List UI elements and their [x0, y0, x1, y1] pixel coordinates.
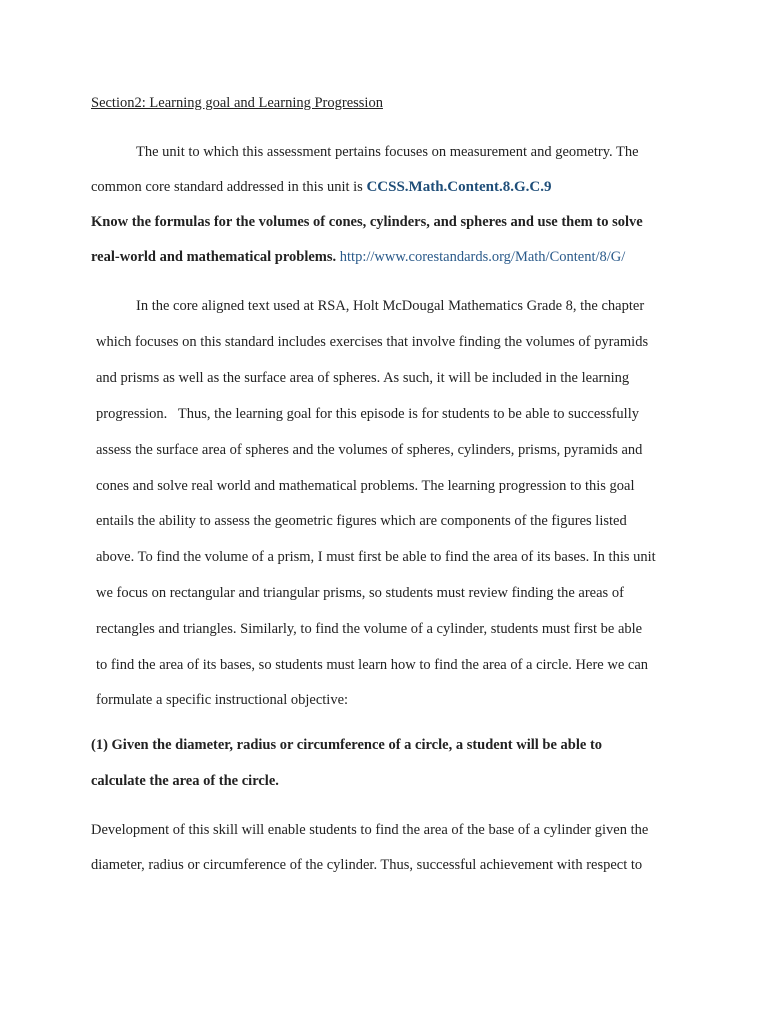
- standard-description-end: real-world and mathematical problems.: [91, 249, 337, 265]
- paragraph-2-line: progression. Thus, the learning goal for this episode is for students to be able to successfully: [96, 406, 639, 422]
- paragraph-2-line: cones and solve real world and mathematical problems. The learning progression to this goal: [96, 478, 635, 494]
- paragraph-3-line: diameter, radius or circumference of the cylinder. Thus, successful achievement with respect to: [91, 857, 643, 873]
- paragraph-2-line: rectangles and triangles. Similarly, to find the volume of a cylinder, students must first be able: [96, 621, 643, 637]
- objective-line-2: calculate the area of the circle.: [91, 773, 279, 789]
- paragraph-2-line: entails the ability to assess the geometric figures which are components of the figures listed: [96, 513, 627, 529]
- paragraph-2-line: formulate a specific instructional objective:: [96, 692, 349, 708]
- paragraph-2-line: assess the surface area of spheres and the volumes of spheres, cylinders, prisms, pyramids and: [96, 442, 643, 458]
- section-heading: Section2: Learning goal and Learning Progression: [91, 95, 383, 111]
- standard-description-line-1: Know the formulas for the volumes of cones, cylinders, and spheres and use them to solve: [91, 214, 643, 230]
- paragraph-2-line: we focus on rectangular and triangular prisms, so students must review finding the areas of: [96, 585, 624, 601]
- objective-line-1: (1) Given the diameter, radius or circumference of a circle, a student will be able to: [91, 737, 603, 753]
- paragraph-2-line: In the core aligned text used at RSA, Holt McDougal Mathematics Grade 8, the chapter: [136, 298, 645, 314]
- standard-code: CCSS.Math.Content.8.G.C.9: [366, 179, 552, 195]
- paragraph-1-line-2: [91, 177, 551, 197]
- paragraph-3-line: Development of this skill will enable students to find the area of the base of a cylinder given the: [91, 822, 649, 838]
- paragraph-2-line: and prisms as well as the surface area of spheres. As such, it will be included in the learning: [96, 370, 630, 386]
- standard-intro-text: common core standard addressed in this unit is: [91, 179, 367, 195]
- corestandards-link[interactable]: http://www.corestandards.org/Math/Content/8/G/: [339, 249, 626, 265]
- paragraph-2-line: to find the area of its bases, so students must learn how to find the area of a circle. Here we can: [96, 657, 649, 673]
- paragraph-2-line: above. To find the volume of a prism, I must first be able to find the area of its bases. In this unit: [96, 549, 656, 565]
- standard-description-line-2: [91, 247, 625, 267]
- paragraph-1-line-1: The unit to which this assessment pertains focuses on measurement and geometry. The: [136, 144, 639, 160]
- paragraph-2-line: which focuses on this standard includes exercises that involve finding the volumes of pyramids: [96, 334, 649, 350]
